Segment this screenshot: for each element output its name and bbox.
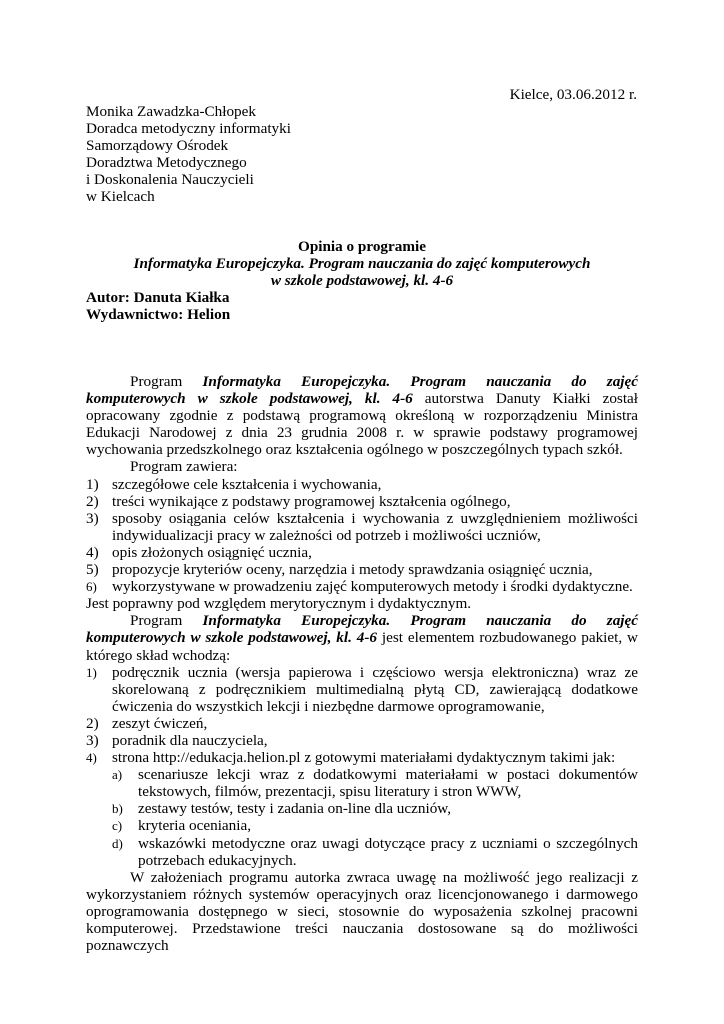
sub-list-item bbox=[86, 766, 638, 800]
paragraph-intro bbox=[86, 373, 638, 458]
program-title-line: Informatyka Europejczyka. Program nauczania do zajęć komputerowych bbox=[133, 255, 591, 273]
sub-list-text: wskazówki metodyczne oraz uwagi dotyczące pracy z uczniami o szczególnych potrzebach edukacyjnych. bbox=[138, 834, 638, 869]
text-run: jest elementem rozbudowanego pakiet, w którego skład wchodzą: bbox=[86, 629, 638, 664]
sender-position: Doradca metodyczny informatyki bbox=[86, 120, 291, 138]
letter-date: Kielce, 03.06.2012 r. bbox=[509, 86, 637, 103]
sub-list-item bbox=[86, 835, 638, 869]
sub-list-text: kryteria oceniania, bbox=[138, 817, 252, 835]
program-title: Informatyka Europejczyka. Program nauczania do zajęć komputerowych w szkole podstawowej, kl. 4-6 bbox=[86, 612, 638, 647]
list-text: sposoby osiągania celów kształcenia i wychowania z uwzględnieniem możliwości indywidualizacji pracy w zależności od potrzeb i możliwości uczniów, bbox=[112, 509, 638, 544]
list-item bbox=[86, 578, 638, 595]
paragraph-package bbox=[86, 612, 638, 663]
list-item bbox=[86, 561, 638, 578]
sender-city: w Kielcach bbox=[86, 188, 155, 206]
list-text: strona http://edukacja.helion.pl z gotowymi materiałami dydaktycznym takimi jak: bbox=[112, 749, 616, 767]
contains-intro: Program zawiera: bbox=[130, 458, 238, 476]
sub-list-text: zestawy testów, testy i zadania on-line dla uczniów, bbox=[138, 800, 452, 818]
list-item bbox=[86, 732, 638, 749]
author: Autor: Danuta Kiałka bbox=[86, 289, 230, 306]
list-number: 4) bbox=[86, 543, 99, 561]
sub-list-letter: a) bbox=[112, 767, 123, 783]
sender-institution-line: Samorządowy Ośrodek bbox=[86, 137, 229, 155]
list-number: 2) bbox=[86, 492, 99, 510]
sub-list-text: scenariusze lekcji wraz z dodatkowymi materiałami w postaci dokumentów tekstowych, filmów, prezentacji, spisu literatury i stron WWW, bbox=[138, 766, 638, 801]
list-number: 6) bbox=[86, 579, 97, 595]
list-text: szczegółowe cele kształcenia i wychowania, bbox=[112, 475, 382, 493]
sender-block bbox=[86, 103, 291, 206]
list-number: 2) bbox=[86, 714, 99, 732]
text-run: autorstwa Danuty Kiałki został opracowany zgodnie z podstawą programową określoną w rozporządzeniu Ministra Edukacji Narodowej z dnia 23 grudnia 2008 r. w sprawie podstawy programowej wychowania przedszkolnego oraz kształcenia ogólnego w poszczególnych typach szkół. bbox=[86, 390, 639, 459]
list-number: 3) bbox=[86, 731, 99, 749]
list-number: 4) bbox=[86, 750, 97, 766]
sub-list-item bbox=[86, 817, 638, 834]
list-item bbox=[86, 544, 638, 561]
list-number: 1) bbox=[86, 664, 97, 680]
list-text: treści wynikające z podstawy programowej kształcenia ogólnego, bbox=[112, 492, 511, 510]
list-item bbox=[86, 715, 638, 732]
text-run: Program bbox=[130, 373, 203, 390]
title-line: Opinia o programie bbox=[298, 238, 426, 255]
sub-list-letter: b) bbox=[112, 801, 123, 817]
sender-name: Monika Zawadzka-Chłopek bbox=[86, 103, 256, 120]
sender-institution-line: i Doskonalenia Nauczycieli bbox=[86, 171, 254, 189]
publication-meta bbox=[86, 289, 230, 323]
list-number: 1) bbox=[86, 475, 99, 493]
list-text: wykorzystywane w prowadzeniu zajęć komputerowych metody i środki dydaktyczne. bbox=[112, 578, 633, 596]
sender-institution-line: Doradztwa Metodycznego bbox=[86, 154, 247, 172]
sub-list-item bbox=[86, 800, 638, 817]
document-title bbox=[86, 238, 638, 289]
list-item bbox=[86, 476, 638, 493]
list-item bbox=[86, 664, 638, 715]
program-title-line: w szkole podstawowej, kl. 4-6 bbox=[270, 272, 454, 290]
sub-list-letter: d) bbox=[112, 835, 123, 851]
list-text: zeszyt ćwiczeń, bbox=[112, 714, 208, 732]
list-number: 3) bbox=[86, 509, 99, 527]
sub-list-letter: c) bbox=[112, 818, 123, 834]
document-body bbox=[86, 373, 638, 954]
verdict: Jest poprawny pod względem merytorycznym i dydaktycznym. bbox=[86, 595, 472, 613]
list-text: podręcznik ucznia (wersja papierowa i częściowo wersja elektroniczna) wraz ze skorelowaną z podręcznikiem multimedialną płytą CD, zawierającą dodatkowe ćwiczenia do wszystkich lekcji i niezbędne darmowe oprogramowanie, bbox=[112, 663, 638, 715]
list-item bbox=[86, 510, 638, 544]
program-title: Informatyka Europejczyka. Program nauczania do zajęć komputerowych w szkole podstawowej, kl. 4-6 bbox=[86, 373, 638, 408]
list-text: poradnik dla nauczyciela, bbox=[112, 731, 268, 749]
list-text: propozycje kryteriów oceny, narzędzia i metody sprawdzania osiągnięć ucznia, bbox=[112, 561, 593, 579]
list-number: 5) bbox=[86, 561, 99, 579]
paragraph-assumptions: W założeniach programu autorka zwraca uwagę na możliwość jego realizacji z wykorzystaniem różnych systemów operacyjnych oraz licencjonowanego i darmowego oprogramowania dostępnego w sieci, stosownie do wyposażenia szkolnej pracowni komputerowej. Przedstawione treści nauczania dostosowane są do możliwości poznawczych bbox=[86, 868, 638, 955]
publisher: Wydawnictwo: Helion bbox=[86, 306, 231, 324]
list-text: opis złożonych osiągnięć ucznia, bbox=[112, 543, 312, 561]
list-item bbox=[86, 749, 638, 766]
text-run: Program bbox=[130, 612, 203, 630]
list-item bbox=[86, 493, 638, 510]
